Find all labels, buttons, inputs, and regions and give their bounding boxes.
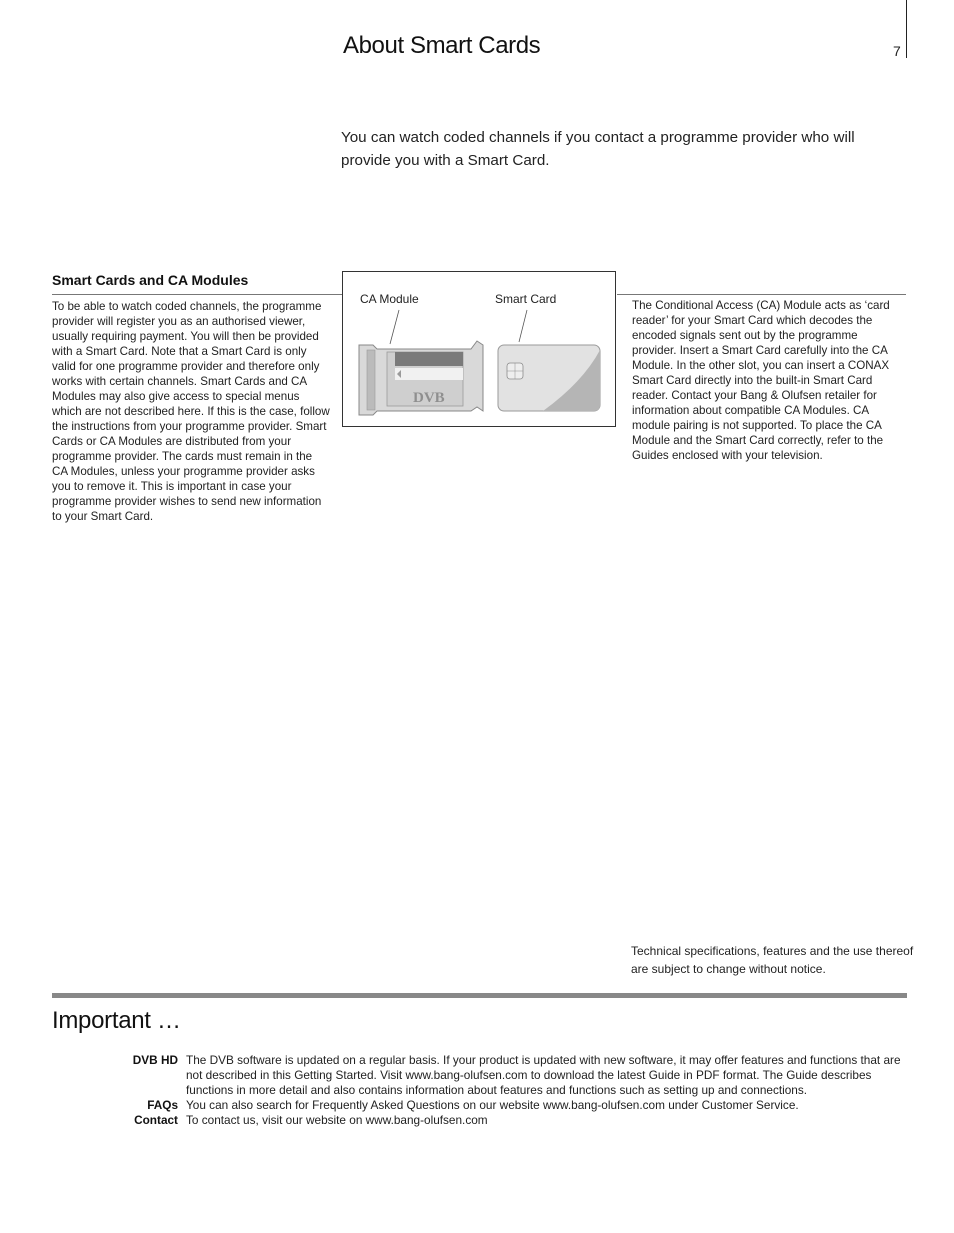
- info-key: FAQs: [147, 1098, 178, 1112]
- ca-module-graphic: [359, 341, 483, 415]
- ca-module-illustration: [342, 271, 616, 427]
- ca-module-label: CA Module: [360, 292, 419, 306]
- info-text: To contact us, visit our website on www.bang-olufsen.com: [186, 1113, 488, 1127]
- info-row-contact: [52, 1113, 902, 1128]
- important-divider: [52, 993, 907, 998]
- info-text: You can also search for Frequently Asked Questions on our website www.bang-olufsen.com under Customer Service.: [186, 1098, 799, 1112]
- info-key: DVB HD: [132, 1053, 178, 1067]
- section-heading: Smart Cards and CA Modules: [52, 272, 249, 288]
- page-title: About Smart Cards: [343, 32, 541, 59]
- info-key: Contact: [134, 1113, 178, 1127]
- intro-paragraph: You can watch coded channels if you contact a programme provider who will provide you with a Smart Card.: [341, 129, 855, 169]
- ca-module-description: The Conditional Access (CA) Module acts as ‘card reader’ for your Smart Card which decodes the encoded signals sent out by the programme provider. Insert a Smart Card carefully into the CA Module. In the other slot, you can insert a CONAX Smart Card directly into the built-in Smart Card reader. Contact your Bang & Olufsen retailer for information about compatible CA Modules. CA module pairing is not supported. To place the CA Module and the Smart Card correctly, refer to the Guides enclosed with your television.: [632, 299, 890, 462]
- page-edge-rule: [906, 0, 907, 58]
- info-text: The DVB software is updated on a regular basis. If your product is updated with new software, it may offer features and functions that are not described in this Getting Started. Visit www.bang-olufsen.com to download the latest Guide in PDF format. The Guide describes functions in more detail and also contains information about features and functions such as setting up and connections.: [186, 1053, 901, 1097]
- info-row-dvb-hd: [52, 1053, 902, 1098]
- smart-card-label: Smart Card: [495, 292, 557, 306]
- smart-card-description: To be able to watch coded channels, the programme provider will register you as an authorised viewer, usually requiring payment. You will then be provided with a Smart Card. Note that a Smart Card is only valid for one programme provider and therefore only works with certain channels. Smart Cards and CA Modules may also give access to special menus which are not described here. If this is the case, follow the instructions from your programme provider. Smart Cards or CA Modules are distributed from your programme provider. The cards must remain in the CA Modules, unless your programme provider asks you to remove it. This is important in case your programme provider wishes to send new information to your Smart Card.: [52, 300, 330, 523]
- illustration-svg: [343, 272, 617, 428]
- important-info-table: [52, 1053, 902, 1128]
- disclaimer-note: Technical specifications, features and the use thereof are subject to change without notice.: [631, 944, 914, 976]
- section-divider-right: [617, 294, 906, 295]
- page-number: 7: [893, 43, 901, 59]
- smart-card-pointer: [519, 310, 527, 342]
- smart-card-graphic: [498, 345, 600, 411]
- section-divider-left: [52, 294, 343, 295]
- info-row-faqs: [52, 1098, 902, 1113]
- important-heading: Important …: [52, 1007, 181, 1034]
- ca-module-pointer: [390, 310, 399, 344]
- dvb-logo: DVB: [413, 390, 445, 406]
